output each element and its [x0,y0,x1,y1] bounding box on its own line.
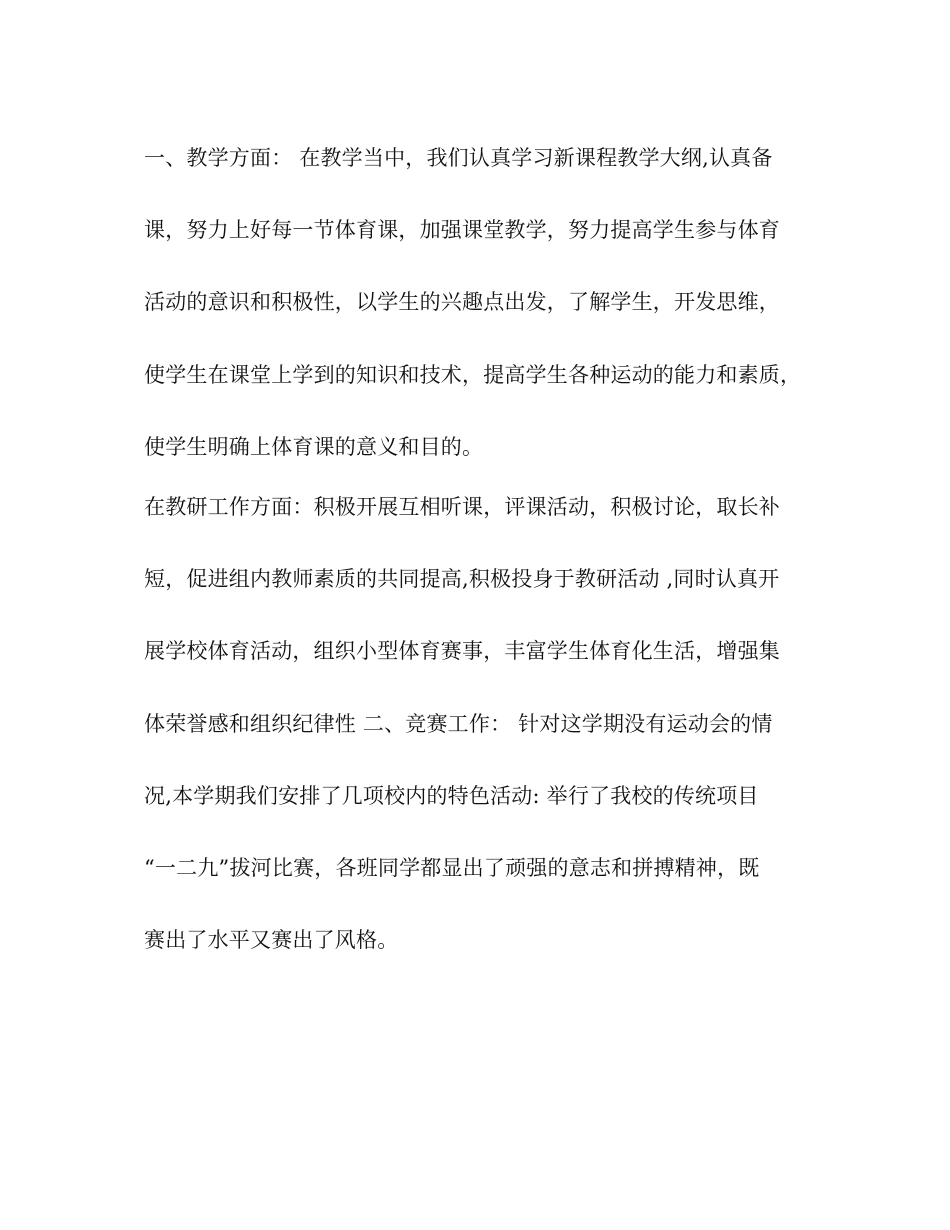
paragraph-2-line-4: 体荣誉感和组织纪律性 二、竞赛工作： 针对这学期没有运动会的情 [144,712,773,736]
paragraph-1-line-2: 课，努力上好每一节体育课，加强课堂教学，努力提高学生参与体育 [144,218,780,242]
paragraph-2-line-6: “一二九”拔河比赛，各班同学都显出了顽强的意志和拼搏精神，既 [144,856,760,880]
paragraph-1-line-4: 使学生在课堂上学到的知识和技术，提高学生各种运动的能力和素质， [144,363,802,387]
paragraph-1-line-5: 使学生明确上体育课的意义和目的。 [144,435,484,459]
paragraph-2-line-2: 短，促进组内教师素质的共同提高,积极投身于教研活动 ,同时认真开 [144,567,780,591]
paragraph-2-line-1: 在教研工作方面：积极开展互相听课，评课活动，积极讨论，取长补 [144,495,780,519]
paragraph-1-line-1: 一、教学方面： 在教学当中，我们认真学习新课程教学大纲,认真备 [144,146,773,170]
paragraph-2-line-7: 赛出了水平又赛出了风格。 [144,928,399,952]
paragraph-2-line-5: 况,本学期我们安排了几项校内的特色活动: 举行了我校的传统项目 [144,784,759,808]
paragraph-2-line-3: 展学校体育活动，组织小型体育赛事，丰富学生体育化生活，增强集 [144,639,780,663]
paragraph-1-line-3: 活动的意识和积极性，以学生的兴趣点出发，了解学生，开发思维， [144,290,780,314]
